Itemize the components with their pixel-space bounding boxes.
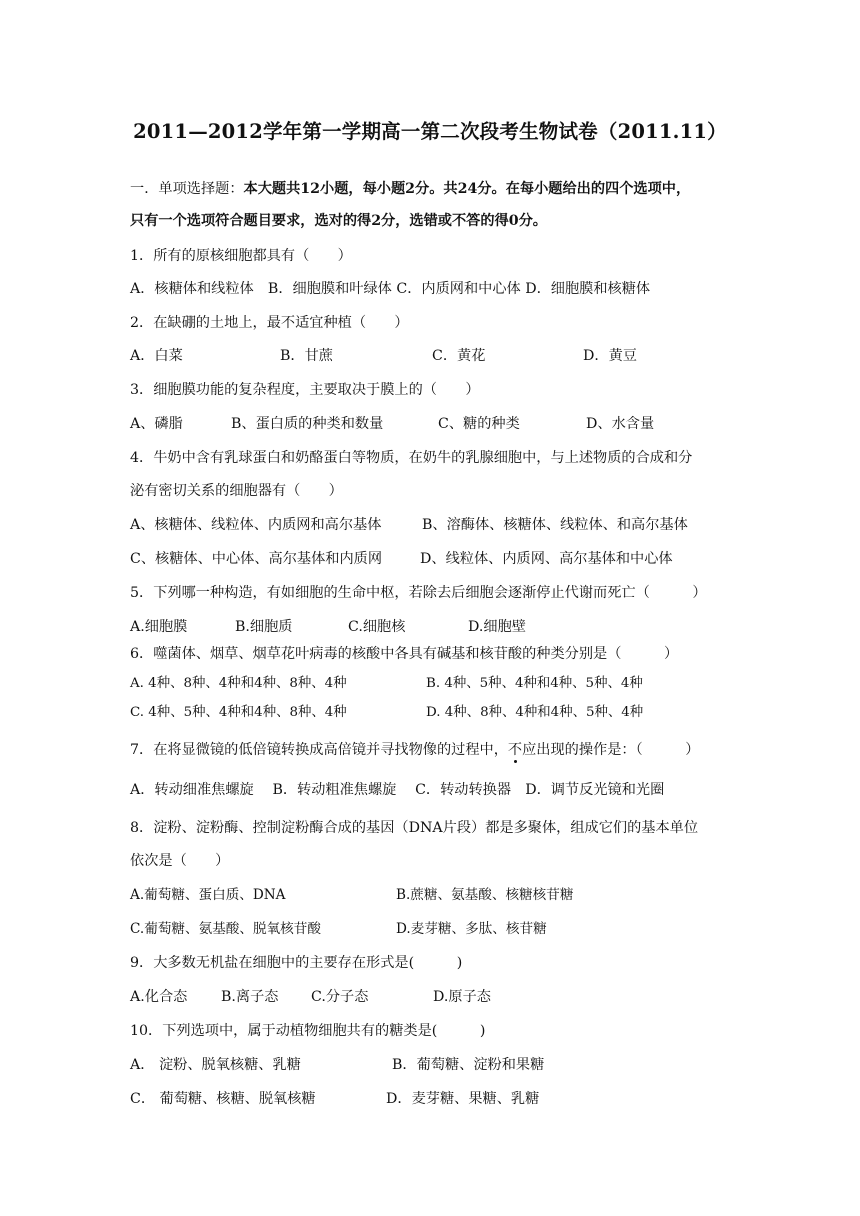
question-7-options: A．转动细准焦螺旋 B．转动粗准焦螺旋 C．转动转换器 D．调节反光镜和光圈 bbox=[130, 782, 665, 798]
option-b: B、溶酶体、核糖体、线粒体、和高尔基体 bbox=[422, 517, 688, 533]
option-a: A、磷脂 bbox=[130, 416, 183, 432]
question-10-stem: 10．下列选项中，属于动植物细胞共有的糖类是( ) bbox=[130, 1023, 486, 1039]
question-3-stem: 3．细胞膜功能的复杂程度，主要取决于膜上的（ ） bbox=[130, 382, 480, 398]
option-c: C．黄花 bbox=[432, 348, 486, 364]
section-instruction-1: 本大题共12小题，每小题2分。共24分。在每小题给出的四个选项中， bbox=[243, 181, 691, 197]
option-c: C． 葡萄糖、核糖、脱氧核糖 bbox=[130, 1091, 316, 1107]
option-d: D．麦芽糖、果糖、乳糖 bbox=[386, 1091, 540, 1107]
question-6-stem: 6．噬菌体、烟草、烟草花叶病毒的核酸中各具有碱基和核苷酸的种类分别是（ ） bbox=[130, 646, 679, 662]
option-c: C、核糖体、中心体、高尔基体和内质网 bbox=[130, 551, 383, 567]
question-5-stem: 5．下列哪一种构造，有如细胞的生命中枢，若除去后细胞会逐渐停止代谢而死亡（ ） bbox=[130, 585, 707, 601]
question-2-stem: 2．在缺硼的土地上，最不适宜种植（ ） bbox=[130, 315, 409, 331]
option-a: A． 淀粉、脱氧核糖、乳糖 bbox=[130, 1057, 301, 1073]
section-prefix: 一．单项选择题： bbox=[130, 181, 244, 197]
option-d: D．黄豆 bbox=[583, 348, 637, 364]
option-c: C.细胞核 bbox=[348, 619, 406, 635]
option-a: A、核糖体、线粒体、内质网和高尔基体 bbox=[130, 517, 382, 533]
option-a: A.细胞膜 bbox=[130, 619, 188, 635]
option-c: C.葡萄糖、氨基酸、脱氧核苷酸 bbox=[130, 921, 321, 937]
section-instruction-2: 只有一个选项符合题目要求，选对的得2分，选错或不答的得0分。 bbox=[130, 213, 547, 229]
option-d: D.细胞壁 bbox=[468, 619, 526, 635]
exam-title: 2011—2012学年第一学期高一第二次段考生物试卷（2011.11） bbox=[133, 120, 727, 143]
section-heading bbox=[130, 181, 690, 198]
option-a: A. 4种、8种、4种和4种、8种、4种 bbox=[130, 676, 347, 691]
option-b: B.细胞质 bbox=[235, 619, 293, 635]
option-b: B、蛋白质的种类和数量 bbox=[231, 416, 384, 432]
option-d: D.原子态 bbox=[433, 989, 491, 1005]
question-8-stem: 8．淀粉、淀粉酶、控制淀粉酶合成的基因（DNA片段）都是多聚体，组成它们的基本单位 bbox=[130, 820, 699, 836]
question-7-stem-part1: 7．在将显微镜的低倍镜转换成高倍镜并寻找物像的过程中， bbox=[130, 742, 508, 758]
question-8-stem-cont: 依次是（ ） bbox=[130, 853, 230, 869]
option-c: C. 4种、5种、4种和4种、8种、4种 bbox=[130, 705, 347, 720]
question-7-stem bbox=[130, 742, 699, 759]
option-a: A．白菜 bbox=[130, 348, 183, 364]
option-d: D、水含量 bbox=[586, 416, 655, 432]
question-4-stem-cont: 泌有密切关系的细胞器有（ ） bbox=[130, 483, 343, 499]
option-c: C.分子态 bbox=[311, 989, 369, 1005]
emphasis-mark: 不 bbox=[507, 742, 523, 758]
question-9-stem: 9．大多数无机盐在细胞中的主要存在形式是( ) bbox=[130, 955, 463, 971]
option-d: D. 4种、8种、4种和4种、5种、4种 bbox=[426, 705, 644, 720]
option-c: C、糖的种类 bbox=[438, 416, 520, 432]
question-4-stem: 4．牛奶中含有乳球蛋白和奶酪蛋白等物质，在奶牛的乳腺细胞中，与上述物质的合成和分 bbox=[130, 450, 693, 466]
option-d: D、线粒体、内质网、高尔基体和中心体 bbox=[420, 551, 673, 567]
option-b: B.蔗糖、氨基酸、核糖核苷糖 bbox=[396, 887, 574, 903]
question-1-options: A．核糖体和线粒体 B．细胞膜和叶绿体 C．内质网和中心体 D．细胞膜和核糖体 bbox=[130, 281, 651, 297]
option-b: B.离子态 bbox=[221, 989, 279, 1005]
question-7-stem-part2: 应出现的操作是：（ ） bbox=[522, 742, 700, 758]
option-d: D.麦芽糖、多肽、核苷糖 bbox=[396, 921, 547, 937]
option-a: A.化合态 bbox=[130, 989, 188, 1005]
option-b: B. 4种、5种、4种和4种、5种、4种 bbox=[426, 676, 643, 691]
option-b: B．甘蔗 bbox=[280, 348, 333, 364]
option-b: B．葡萄糖、淀粉和果糖 bbox=[392, 1057, 545, 1073]
option-a: A.葡萄糖、蛋白质、DNA bbox=[130, 887, 286, 903]
question-1-stem: 1．所有的原核细胞都具有（ ） bbox=[130, 248, 352, 264]
